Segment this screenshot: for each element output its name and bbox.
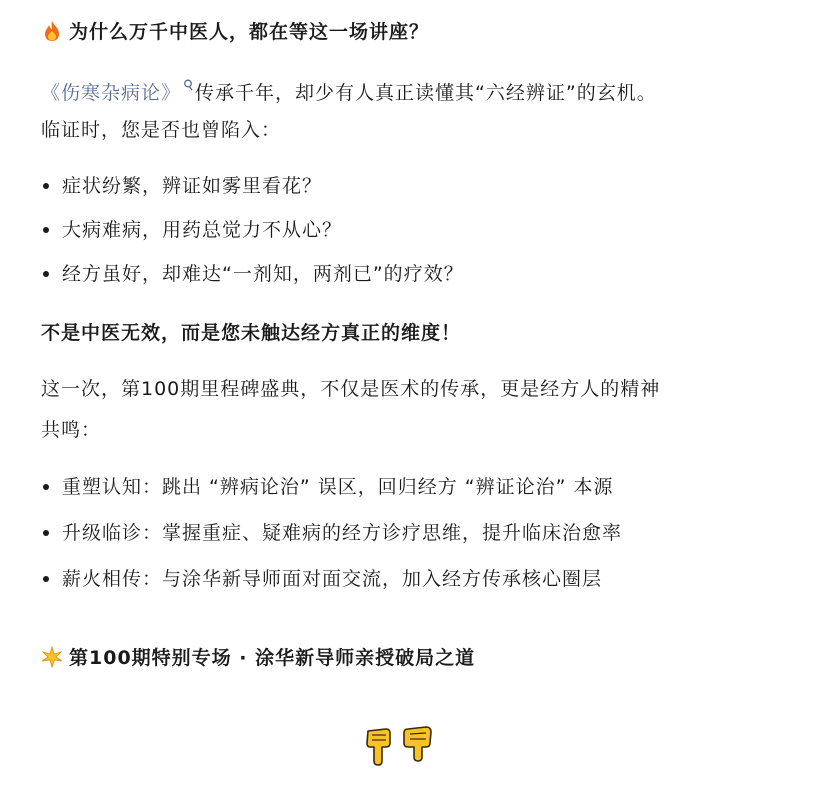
- bullet-dot: [43, 576, 49, 582]
- bullet-dot: [43, 183, 49, 189]
- list-item: 薪火相传：与涂华新导师面对面交流，加入经方传承核心圈层: [62, 568, 603, 590]
- bullet-dot: [43, 227, 49, 233]
- intro-line: [41, 79, 657, 105]
- list-item: 大病难病，用药总觉力不从心？: [62, 219, 343, 241]
- bullet-dot: [43, 271, 49, 277]
- intro-text: 传承千年，却少有人真正读懂其“六经辨证”的玄机。: [195, 82, 657, 104]
- bullet-dot: [43, 530, 49, 536]
- list-item: 重塑认知：跳出 “辨病论治” 误区，回归经方 “辨证论治” 本源: [62, 476, 614, 498]
- paragraph-line: 这一次，第100期里程碑盛典，不仅是医术的传承，更是经方人的精神: [41, 378, 661, 400]
- intro-line-2: 临证时，您是否也曾陷入：: [41, 119, 282, 141]
- emphasis-text: 不是中医无效，而是您未触达经方真正的维度！: [41, 322, 462, 344]
- heading-text: 为什么万千中医人，都在等这一场讲座？: [69, 21, 430, 43]
- heading-text: 第100期特别专场 · 涂华新导师亲授破局之道: [69, 647, 476, 669]
- list-item: 升级临诊：掌握重症、疑难病的经方诊疗思维，提升临床治愈率: [62, 522, 623, 544]
- section-heading-special: [41, 646, 475, 670]
- list-item: 症状纷繁，辨证如雾里看花？: [62, 175, 323, 197]
- bullet-dot: [43, 484, 49, 490]
- pointing-down-hands-icon: [364, 723, 434, 767]
- fire-icon: [41, 20, 63, 42]
- search-icon[interactable]: [183, 79, 193, 93]
- list-item: 经方虽好，却难达“一剂知，两剂已”的疗效？: [62, 263, 464, 285]
- book-link[interactable]: 《伤寒杂病论》: [41, 82, 182, 104]
- section-heading-why: [41, 20, 429, 44]
- paragraph-line: 共鸣：: [41, 419, 102, 441]
- sparkle-icon: [41, 646, 63, 668]
